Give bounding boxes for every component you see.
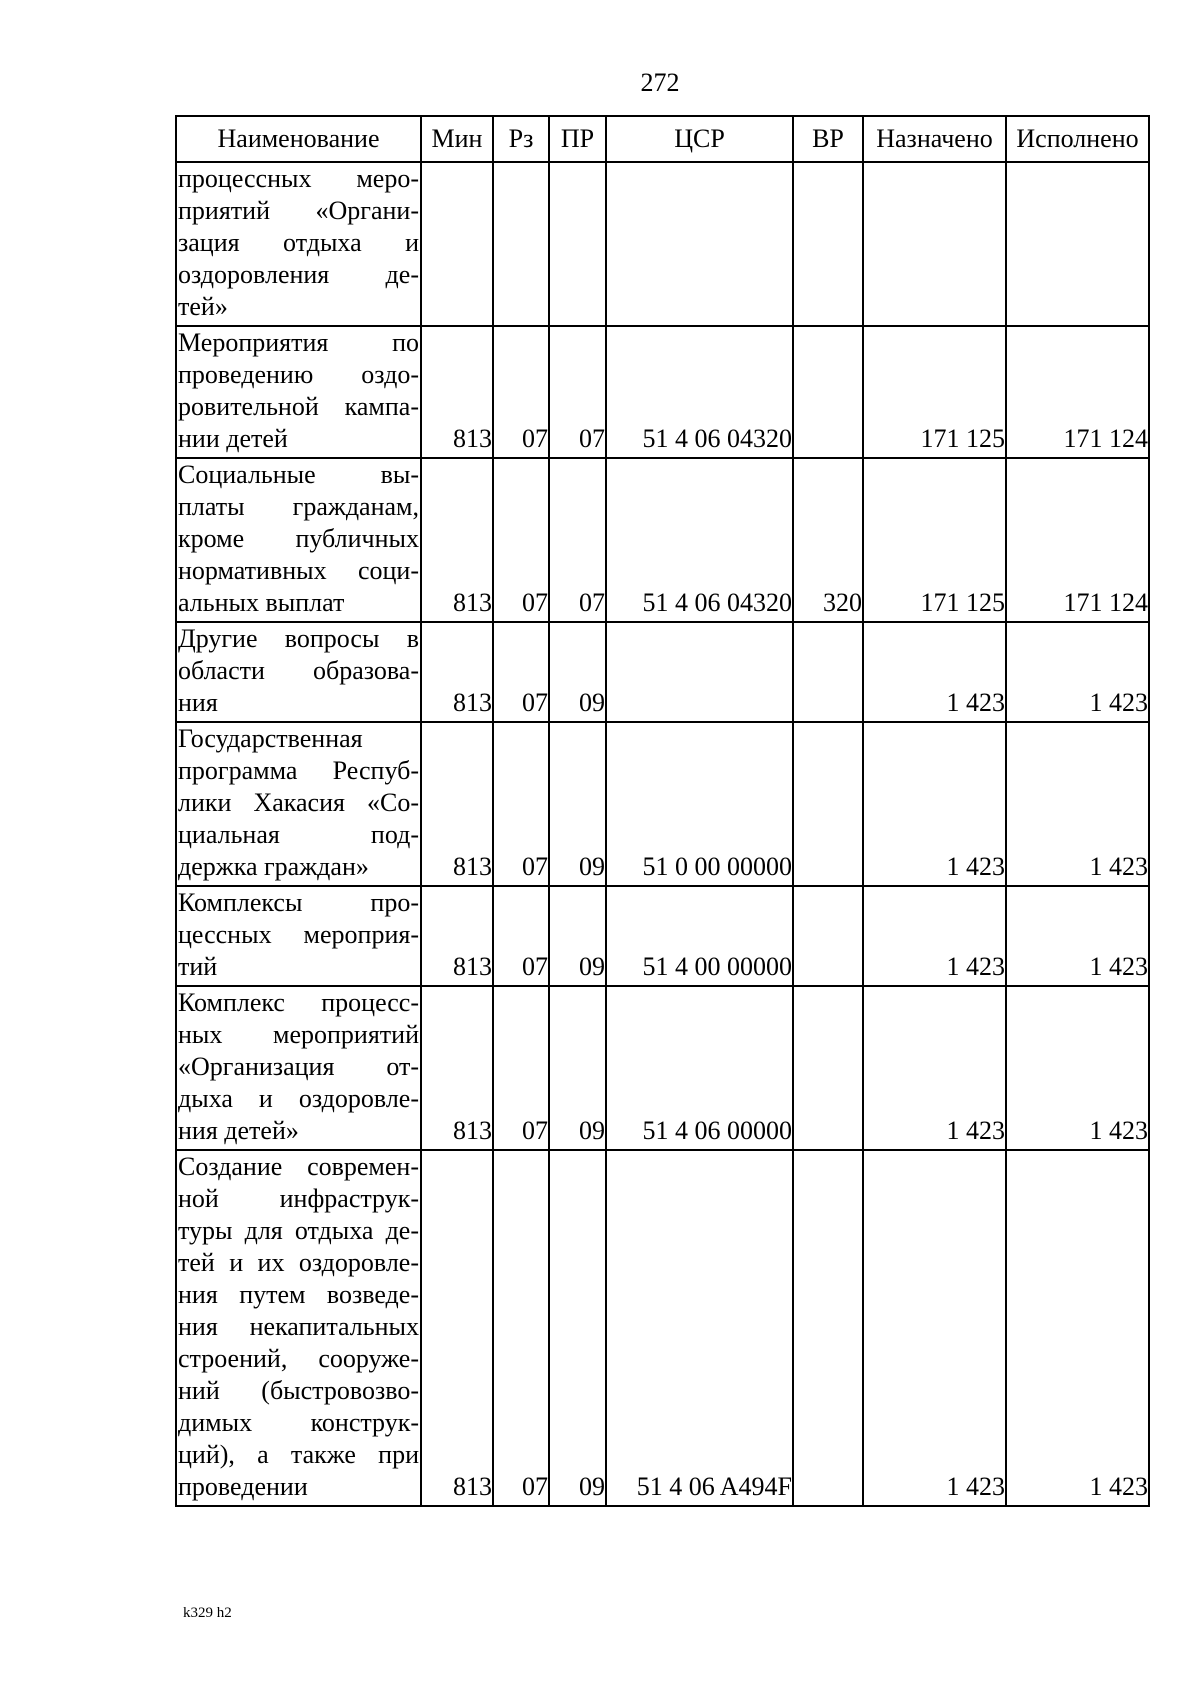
name-line: ния некапитальных: [178, 1312, 419, 1341]
name-line: нормативных соци-: [178, 556, 419, 585]
name-line: ния: [178, 688, 218, 717]
cell-min: 813: [421, 1150, 493, 1506]
cell-pr: 09: [549, 622, 606, 722]
cell-assigned: 1 423: [863, 986, 1006, 1150]
name-line: ровительной кампа-: [178, 392, 419, 421]
name-line: тей и их оздоровле-: [178, 1248, 419, 1277]
cell-name: [176, 986, 421, 1150]
cell-min: 813: [421, 622, 493, 722]
header-executed: Исполнено: [1006, 116, 1149, 162]
cell-executed: 1 423: [1006, 986, 1149, 1150]
name-line: ных мероприятий: [178, 1020, 419, 1049]
name-line: нии детей: [178, 424, 288, 453]
name-line: процессных меро-: [178, 164, 419, 193]
table-header-row: [176, 116, 1149, 162]
cell-vr: [793, 622, 863, 722]
table-row: [176, 722, 1149, 886]
cell-pr: [549, 162, 606, 326]
name-line: ния детей»: [178, 1116, 299, 1145]
name-line: приятий «Органи-: [178, 196, 419, 225]
name-line: туры для отдыха де-: [178, 1216, 419, 1245]
name-line: циальная под-: [178, 820, 419, 849]
cell-assigned: [863, 162, 1006, 326]
name-line: ций), а также при: [178, 1440, 419, 1469]
cell-name: [176, 622, 421, 722]
cell-name: [176, 162, 421, 326]
budget-execution-table: [175, 115, 1150, 1507]
cell-vr: [793, 722, 863, 886]
cell-csr: 51 4 06 04320: [606, 326, 793, 458]
header-assigned: Назначено: [863, 116, 1006, 162]
name-line: Государственная: [178, 724, 363, 753]
name-line: дыха и оздоровле-: [178, 1084, 419, 1113]
table-row: [176, 986, 1149, 1150]
cell-pr: 07: [549, 326, 606, 458]
cell-vr: [793, 1150, 863, 1506]
name-line: программа Респуб-: [178, 756, 419, 785]
cell-executed: 1 423: [1006, 722, 1149, 886]
cell-executed: [1006, 162, 1149, 326]
name-line: Комплексы про-: [178, 888, 419, 917]
cell-executed: 1 423: [1006, 886, 1149, 986]
cell-rz: 07: [493, 458, 549, 622]
table-row: [176, 326, 1149, 458]
name-line: димых конструк-: [178, 1408, 419, 1437]
cell-vr: [793, 162, 863, 326]
name-line: Другие вопросы в: [178, 624, 419, 653]
cell-vr: [793, 326, 863, 458]
cell-pr: 09: [549, 886, 606, 986]
name-line: ний (быстровозво-: [178, 1376, 419, 1405]
name-line: проведении: [178, 1472, 308, 1501]
cell-executed: 1 423: [1006, 622, 1149, 722]
name-line: Комплекс процесс-: [178, 988, 419, 1017]
table-row: [176, 622, 1149, 722]
cell-csr: [606, 162, 793, 326]
cell-name: [176, 458, 421, 622]
cell-assigned: 1 423: [863, 622, 1006, 722]
name-line: тий: [178, 952, 218, 981]
cell-name: [176, 886, 421, 986]
cell-pr: 09: [549, 986, 606, 1150]
name-line: «Организация от-: [178, 1052, 419, 1081]
cell-executed: 171 124: [1006, 326, 1149, 458]
header-vr: ВР: [793, 116, 863, 162]
name-line: ной инфраструк-: [178, 1184, 419, 1213]
table-row: [176, 458, 1149, 622]
cell-vr: [793, 986, 863, 1150]
cell-csr: 51 4 06 A494F: [606, 1150, 793, 1506]
cell-assigned: 171 125: [863, 458, 1006, 622]
cell-executed: 1 423: [1006, 1150, 1149, 1506]
cell-csr: 51 0 00 00000: [606, 722, 793, 886]
cell-rz: 07: [493, 622, 549, 722]
cell-name: [176, 722, 421, 886]
table-row: [176, 1150, 1149, 1506]
cell-csr: 51 4 06 00000: [606, 986, 793, 1150]
name-line: цессных мероприя-: [178, 920, 419, 949]
name-line: проведению оздо-: [178, 360, 419, 389]
cell-csr: [606, 622, 793, 722]
cell-csr: 51 4 00 00000: [606, 886, 793, 986]
cell-pr: 07: [549, 458, 606, 622]
cell-csr: 51 4 06 04320: [606, 458, 793, 622]
name-line: ния путем возведе-: [178, 1280, 419, 1309]
table-row: [176, 886, 1149, 986]
name-line: Мероприятия по: [178, 328, 419, 357]
page-number: 272: [640, 68, 680, 97]
header-min: Мин: [421, 116, 493, 162]
cell-vr: [793, 886, 863, 986]
cell-assigned: 171 125: [863, 326, 1006, 458]
cell-rz: 07: [493, 722, 549, 886]
cell-min: [421, 162, 493, 326]
name-line: Создание современ-: [178, 1152, 419, 1181]
header-csr: ЦСР: [606, 116, 793, 162]
name-line: кроме публичных: [178, 524, 419, 553]
cell-assigned: 1 423: [863, 722, 1006, 886]
cell-name: [176, 326, 421, 458]
name-line: платы гражданам,: [178, 492, 419, 521]
header-pr: ПР: [549, 116, 606, 162]
name-line: Социальные вы-: [178, 460, 419, 489]
cell-min: 813: [421, 986, 493, 1150]
cell-min: 813: [421, 458, 493, 622]
cell-assigned: 1 423: [863, 1150, 1006, 1506]
name-line: оздоровления де-: [178, 260, 419, 289]
header-name: Наименование: [176, 116, 421, 162]
cell-vr: 320: [793, 458, 863, 622]
cell-rz: 07: [493, 326, 549, 458]
name-line: альных выплат: [178, 588, 345, 617]
cell-rz: 07: [493, 986, 549, 1150]
table-row: [176, 162, 1149, 326]
cell-name: [176, 1150, 421, 1506]
cell-executed: 171 124: [1006, 458, 1149, 622]
cell-rz: 07: [493, 886, 549, 986]
cell-assigned: 1 423: [863, 886, 1006, 986]
header-rz: Рз: [493, 116, 549, 162]
table-body: [176, 162, 1149, 1506]
cell-min: 813: [421, 722, 493, 886]
cell-rz: 07: [493, 1150, 549, 1506]
cell-pr: 09: [549, 722, 606, 886]
cell-min: 813: [421, 886, 493, 986]
name-line: держка граждан»: [178, 852, 369, 881]
cell-rz: [493, 162, 549, 326]
cell-min: 813: [421, 326, 493, 458]
name-line: тей»: [178, 292, 228, 321]
name-line: лики Хакасия «Со-: [178, 788, 419, 817]
name-line: области образова-: [178, 656, 419, 685]
name-line: строений, сооруже-: [178, 1344, 419, 1373]
footer-code: k329 h2: [183, 1605, 232, 1621]
name-line: зация отдыха и: [178, 228, 419, 257]
cell-pr: 09: [549, 1150, 606, 1506]
